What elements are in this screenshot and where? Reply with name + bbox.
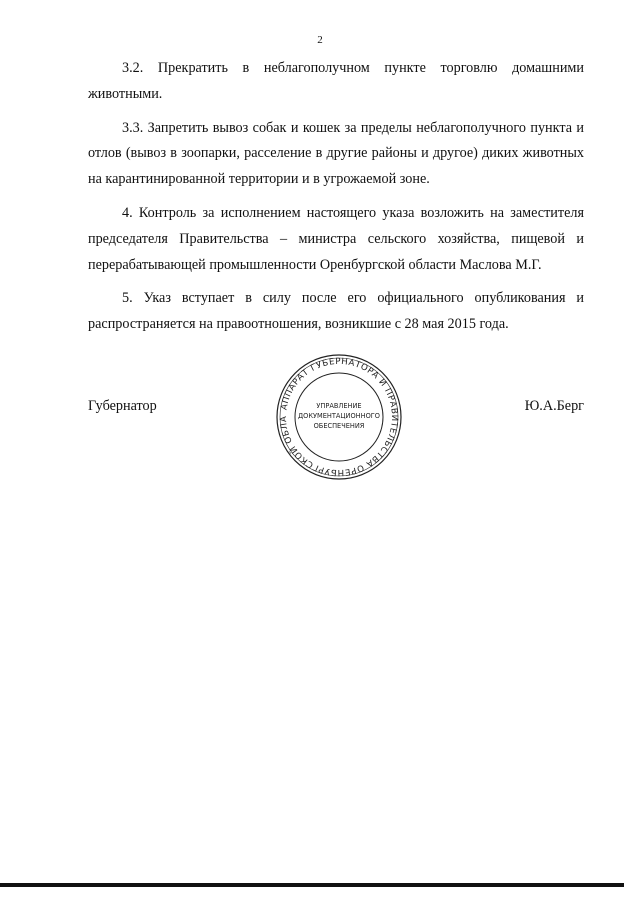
signatory-name: Ю.А.Берг (524, 398, 584, 414)
bottom-rule (0, 883, 624, 887)
seal-ring-text: АППАРАТ ГУБЕРНАТОРА И ПРАВИТЕЛЬСТВА ОРЕНБУРГСКОЙ ОБЛА (278, 356, 400, 478)
paragraph-3-2: 3.2. Прекратить в неблагополучном пункте торговлю домашними животными. (88, 60, 584, 102)
document-body (88, 56, 584, 346)
paragraph-4: 4. Контроль за исполнением настоящего указа возложить на заместителя председателя Правительства – министра сельского хозяйства, пищевой и перерабатывающей промышленности Оренбургской области Маслова М.Г. (88, 204, 584, 273)
signature-block (88, 398, 584, 422)
signatory-title: Губернатор (88, 398, 157, 414)
seal-line-2: ДОКУМЕНТАЦИОННОГО (298, 412, 380, 420)
page-number: 2 (317, 34, 323, 46)
paragraph-3-3: 3.3. Запретить вывоз собак и кошек за пределы неблагополучного пункта и отлов (вывоз в зоопарки, расселение в другие районы и другое) диких животных на карантинированной территории и в угрожаемой зоне. (88, 119, 584, 188)
paragraph-5: 5. Указ вступает в силу после его официального опубликования и распространяется на правоотношения, возникшие с 28 мая 2015 года. (88, 290, 584, 333)
seal-line-3: ОБЕСПЕЧЕНИЯ (313, 422, 365, 430)
seal-line-1: УПРАВЛЕНИЕ (316, 402, 362, 410)
